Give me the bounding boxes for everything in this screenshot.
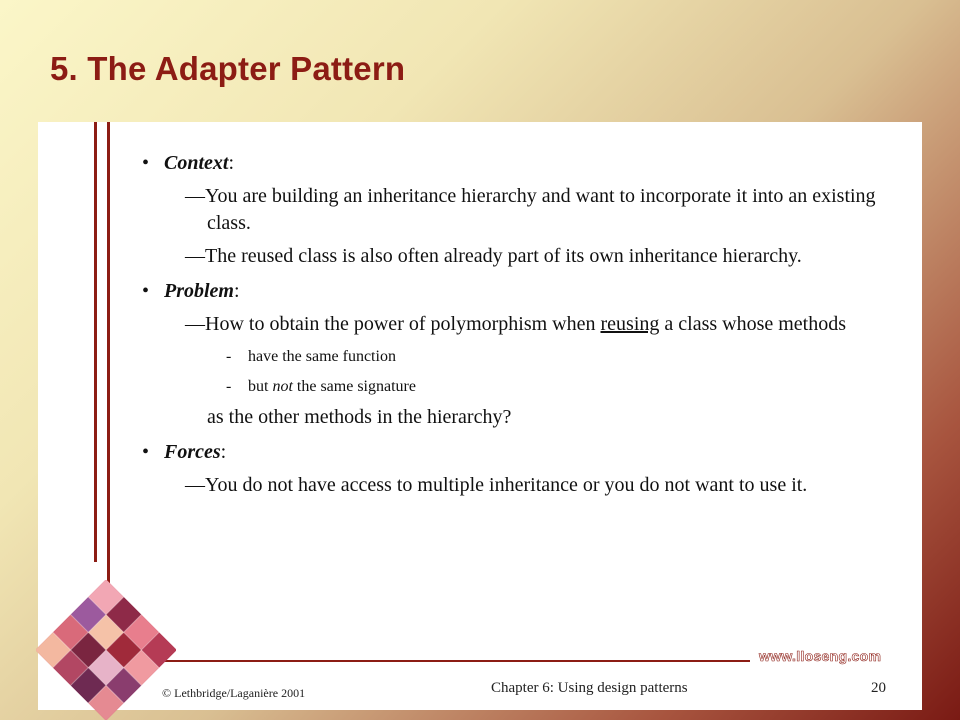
problem-text-underlined: reusing — [600, 313, 660, 335]
context-colon: : — [228, 152, 235, 174]
dash-marker: - — [226, 378, 232, 395]
problem-colon: : — [234, 280, 240, 302]
footer-copyright: © Lethbridge/Laganière 2001 — [162, 686, 306, 700]
forces-colon: : — [220, 441, 227, 463]
problem-subitem-2-pre: but — [248, 378, 273, 395]
problem-heading: Problem — [164, 280, 234, 302]
accent-line-vertical-1 — [94, 122, 97, 562]
website-url[interactable]: www.lloseng.com — [759, 648, 882, 664]
problem-continuation: as the other methods in the hierarchy? — [207, 406, 512, 428]
bullet-context — [142, 150, 896, 177]
problem-item — [185, 311, 896, 338]
problem-subitem-1-text: have the same function — [248, 348, 396, 365]
bullet-problem — [142, 278, 896, 305]
bullet-dot: • — [142, 280, 150, 302]
patchwork-mosaic-icon — [36, 580, 176, 720]
problem-subitem-1 — [226, 346, 896, 368]
slide-body — [142, 150, 896, 499]
accent-line-footer — [160, 660, 750, 662]
slide-title: 5. The Adapter Pattern — [50, 50, 406, 87]
page-number: 20 — [871, 680, 886, 696]
footer-chapter: Chapter 6: Using design patterns — [491, 680, 688, 696]
problem-subitem-2-italic: not — [272, 378, 293, 395]
accent-line-vertical-2 — [107, 122, 110, 597]
problem-subitem-2 — [226, 376, 896, 398]
bullet-dot: • — [142, 152, 150, 174]
problem-text-pre: —How to obtain the power of polymorphism when — [185, 313, 601, 335]
forces-item: —You do not have access to multiple inheritance or you do not want to use it. — [185, 474, 808, 496]
dash-marker: - — [226, 348, 232, 365]
context-heading: Context — [164, 152, 229, 174]
bullet-forces — [142, 439, 896, 466]
problem-text-post: a class whose methods — [659, 313, 847, 335]
bullet-dot: • — [142, 441, 150, 463]
problem-subitem-2-post: the same signature — [292, 378, 416, 395]
context-item-1: —You are building an inheritance hierarchy and want to incorporate it into an existing class. — [185, 185, 876, 234]
forces-heading: Forces — [164, 441, 221, 463]
context-item-2: —The reused class is also often already part of its own inheritance hierarchy. — [185, 245, 802, 267]
